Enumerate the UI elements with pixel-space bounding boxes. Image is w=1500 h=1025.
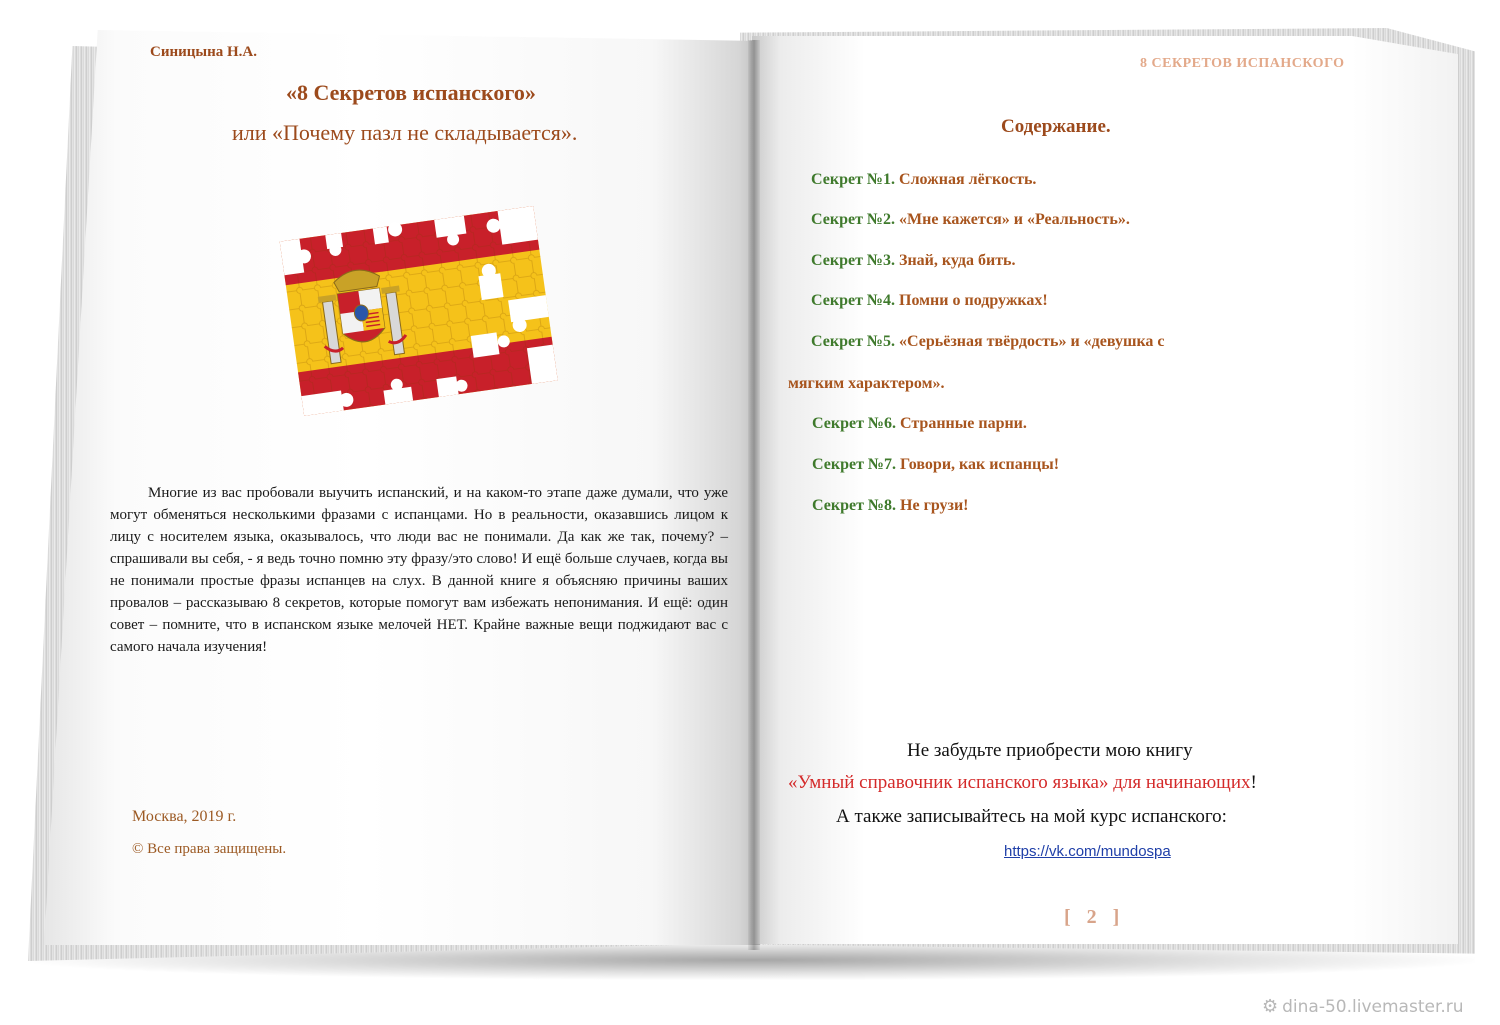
toc-item-number: Секрет №8. bbox=[812, 497, 897, 514]
gear-icon: ⚙ bbox=[1262, 996, 1279, 1017]
promo-book-title: «Умный справочник испанского языка» для начинающих bbox=[788, 772, 1251, 793]
toc-item-text: Говори, как испанцы! bbox=[900, 456, 1060, 473]
toc-item-number: Секрет №6. bbox=[812, 415, 897, 432]
course-link[interactable]: https://vk.com/mundospa bbox=[1004, 843, 1171, 860]
promo-line-3: А также записывайтесь на мой курс испанского: bbox=[836, 806, 1227, 827]
toc-item-text: Не грузи! bbox=[900, 497, 969, 514]
page-number bbox=[1064, 906, 1119, 929]
toc-item-number: Секрет №2. bbox=[811, 211, 896, 228]
toc-item-5-continued bbox=[788, 375, 945, 393]
promo-exclamation: ! bbox=[1250, 772, 1257, 793]
promo-line-1: Не забудьте приобрести мою книгу bbox=[907, 740, 1193, 761]
page-number-value: 2 bbox=[1086, 906, 1097, 928]
running-head: 8 СЕКРЕТОВ ИСПАНСКОГО bbox=[1140, 56, 1345, 71]
toc-item-number: Секрет №1. bbox=[811, 171, 896, 188]
toc-item-number: Секрет №3. bbox=[811, 252, 896, 269]
toc-item-text: Помни о подружках! bbox=[899, 292, 1048, 309]
page-number-bracket-left: [ bbox=[1064, 906, 1071, 928]
toc-item-3 bbox=[811, 252, 1016, 270]
toc-title: Содержание. bbox=[1001, 116, 1111, 137]
toc-item-text: «Серьёзная твёрдость» и «девушка с bbox=[899, 333, 1165, 350]
intro-paragraph: Многие из вас пробовали выучить испанский, и на каком-то этапе даже думали, что уже могут обменяться несколькими фразами с испанцами. Но в реальности, оказавшись лицом к лицу с носителем языка, оказывалось, что люди вас не понимали. Да как же так, почему? – спрашивали вы себя, - я ведь точно помню эту фразу/это слово! И ещё больше случаев, когда вы не понимали простые фразы испанцев на слух. В данной книге я объясняю причины ваших провалов – рассказываю 8 секретов, которые помогут вам избежать непонимания. И ещё: один совет – помните, что в испанском языке мелочей НЕТ. Крайне важные вещи поджидают вас с самого начала изучения! bbox=[110, 485, 728, 655]
toc-item-6 bbox=[812, 415, 1027, 433]
author-name: Синицына Н.А. bbox=[150, 44, 258, 60]
watermark-text: dina-50.livemaster.ru bbox=[1282, 997, 1464, 1017]
page-number-bracket-right: ] bbox=[1112, 906, 1120, 928]
promo-line-2 bbox=[788, 772, 1257, 794]
toc-item-7 bbox=[812, 456, 1059, 474]
toc-item-4 bbox=[811, 292, 1048, 310]
toc-item-1 bbox=[811, 171, 1036, 189]
copyright-notice: © Все права защищены. bbox=[132, 841, 287, 857]
book-title: «8 Секретов испанского» bbox=[286, 80, 536, 105]
book-subtitle: или «Почему пазл не складывается». bbox=[232, 120, 578, 145]
toc-item-2 bbox=[811, 211, 1130, 229]
toc-item-text: мягким характером». bbox=[788, 375, 945, 392]
toc-item-number: Секрет №7. bbox=[812, 456, 897, 473]
toc-item-text: Сложная лёгкость. bbox=[899, 171, 1037, 188]
spain-flag-puzzle-image bbox=[276, 193, 560, 419]
book-spine bbox=[748, 40, 760, 950]
toc-item-text: «Мне кажется» и «Реальность». bbox=[899, 211, 1130, 228]
toc-item-8 bbox=[812, 497, 969, 515]
flag-illustration bbox=[276, 193, 560, 419]
city-year: Москва, 2019 г. bbox=[132, 808, 237, 825]
toc-item-number: Секрет №5. bbox=[811, 333, 896, 350]
watermark bbox=[1262, 996, 1464, 1017]
toc-item-text: Странные парни. bbox=[900, 415, 1027, 432]
toc-item-text: Знай, куда бить. bbox=[899, 252, 1016, 269]
toc-item-number: Секрет №4. bbox=[811, 292, 896, 309]
toc-item-5 bbox=[811, 333, 1165, 351]
